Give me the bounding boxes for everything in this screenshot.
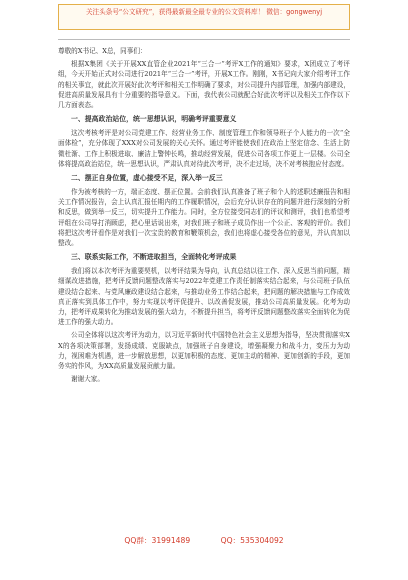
section-3-heading: 三、联系实际工作，不断进取担当，全面转化考评成果 (71, 253, 237, 262)
conclusion-paragraph: 公司全体将以这次考评为动力，以习近平新时代中国特色社会主义思想为指导，坚决贯彻落实XX的各项决策部署，发扬成绩、克服缺点，加强班子自身建设，增强凝聚力和战斗力，变压力为动力，视困难为机遇，进一步解放思想，以更加积极的态度、更加主动的精神、更加创新的手段，更加务实的作风，为XX高质量发展贡献力量。 (58, 331, 350, 371)
section-1-body: 这次考核考评是对公司党建工作、经营业务工作、制度管理工作和领导班子个人能力的一次“全面体检”，充分体现了XXX对公司发展的关心关怀。通过考评能使我们在政治上坚定信念、生活上防微杜渐、工作上积极进取、廉洁上警钟长鸣，推动经营发展，促进公司各项工作更上一层楼。公司全体将提高政治站位，统一思想认识，严肃认真对待此次考评，决不走过场，决不对考核抱应付态度。 (58, 129, 350, 168)
footer-contact (0, 535, 408, 547)
footer-qq-group: QQ群：31991489 (124, 536, 191, 545)
section-3-body: 我们将以本次考评为重要契机，以考评结果为导向，认真总结以往工作、深入反思当前问题，精细谋改进措施，把考评反馈问题整改落实与2022年党建工作责任制落实结合起来，与公司班子队伍建设结合起来、与党风廉政建设结合起来，与推动业务工作结合起来，把问题的解决措施与工作成效真正落实到具体工作中，努力实现以考评促提升、以改善促发展，推动公司高质量发展。化考为动力，把考评成果转化为推动发展的强大动力，不断提升担当，将考评反馈问题整改落实全面转化为促进工作的强大动力。 (58, 267, 350, 327)
footer-qq-number: QQ：535304092 (220, 536, 284, 545)
closing-line: 谢谢大家。 (71, 375, 104, 384)
header-divider (58, 39, 350, 40)
intro-paragraph: 根据X集团《关于开展XX直管企业2021年“三合一”考评X工作的通知》要求，X团成立了考评组，今天开始正式对公司进行2021年“三合一”考评，开展X工作。刚刚，X书记向大家介绍考评工作的相关事宜，就此次开展好此次考评和相关工作明确了要求，对公司提升内部管理，加强内部建设，促进高质量发展具有十分重要的指导意义。下面，我代表公司就配合好此次考评以及相关工作作以下几方面表态。 (58, 60, 350, 110)
document-body (58, 46, 350, 387)
header-banner-line1: 关注头条号“公文研究”，获得最新最全最专业的公文资料库！ 微信：gongwenyj (85, 8, 323, 16)
salutation: 尊敬的X书记、X总，同事们： (58, 47, 147, 55)
section-1-heading: 一、提高政治站位，统一思想认识，明确考评重要意义 (71, 115, 237, 124)
section-2-heading: 二、摆正自身位置，虚心接受不足，深入举一反三 (71, 174, 223, 183)
section-2-body: 作为被考核的一方，端正态度、摆正位置。会前我们认真准备了班子和个人的述职述廉报告和相关工作情况报告，会上认真汇报任期内的工作履职情况，会后充分认识存在的问题并进行深刻的分析和反思，做到举一反三，切实提升工作能力。同时，全方位接受同志们的评议和测评，我们也希望考评组在公司导打消顾虑，把心里话说出来，对我们班子和班子成员作出一个公正、客观的评价。我们将把这次考评看作是对我们一次宝贵的教育和鞭策机会，我们也将虚心接受各位的意见，并认真加以整改。 (58, 188, 350, 248)
header-banner[interactable] (58, 4, 350, 30)
